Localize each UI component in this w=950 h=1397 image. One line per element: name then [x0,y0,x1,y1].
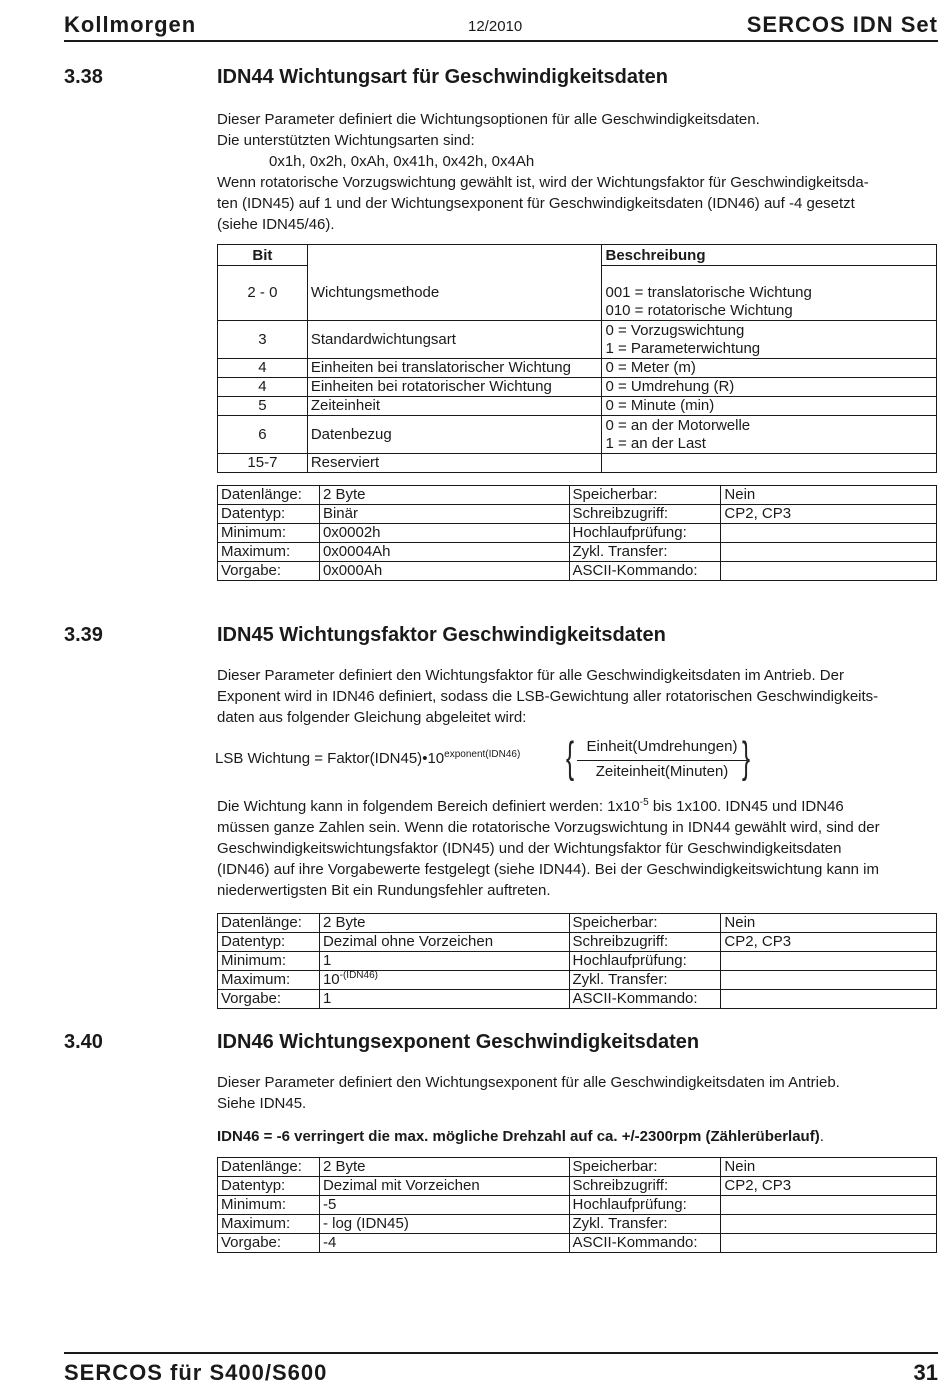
bit-cell: 6 [218,416,308,454]
table-row [218,378,937,397]
paragraph: Exponent wird in IDN46 definiert, sodass die LSB-Gewichtung aller rotatorischen Geschwindigkeits- [217,688,879,705]
property-value: Nein [721,1158,937,1177]
property-value: Dezimal mit Vorzeichen [319,1177,569,1196]
paragraph: Die unterstützten Wichtungsarten sind: [217,132,475,149]
paragraph: daten aus folgender Gleichung abgeleitet wird: [217,709,527,726]
property-value: 0x000Ah [319,562,569,581]
property-label: ASCII-Kommando: [569,990,721,1009]
property-label: Datentyp: [218,1177,320,1196]
desc-line: 1 = Parameterwichtung [605,340,761,357]
property-value: 0x0004Ah [319,543,569,562]
property-label: Minimum: [218,952,320,971]
paragraph: müssen ganze Zahlen sein. Wenn die rotatorische Vorzugswichtung in IDN44 gewählt wird, sind der [217,819,880,836]
name-cell: Einheiten bei translatorischer Wichtung [307,359,602,378]
paragraph: Dieser Parameter definiert den Wichtungsexponent für alle Geschwindigkeitsdaten im Antrieb. [217,1074,840,1091]
property-value: CP2, CP3 [721,933,937,952]
property-label: Minimum: [218,524,320,543]
property-value: CP2, CP3 [721,505,937,524]
section-body [217,796,939,901]
page-header [64,10,938,42]
table-row [218,486,937,505]
table-row [218,321,937,359]
header-date: 12/2010 [468,18,523,35]
max-exponent: -(IDN46) [339,970,378,981]
property-value [721,971,937,990]
column-header: Beschreibung [602,245,937,266]
text-run: bis 1x100. IDN45 und IDN46 [648,798,844,815]
table-row [218,266,937,321]
property-value: -5 [319,1196,569,1215]
property-label: Datentyp: [218,505,320,524]
table-row [218,990,937,1009]
property-value [721,1234,937,1253]
desc-line: 0 = an der Motorwelle [605,417,751,434]
property-value: 1 [319,990,569,1009]
section-number: 3.39 [64,624,103,646]
paragraph: ten (IDN45) auf 1 und der Wichtungsexponent für Geschwindigkeitsdaten (IDN46) auf -4 gesetzt [217,195,855,212]
max-base: 10 [322,971,340,988]
section-body [217,1072,939,1114]
property-label: Maximum: [218,971,320,990]
desc-cell: 0 = Meter (m) [602,359,937,378]
section-body [217,109,939,235]
property-label: Maximum: [218,543,320,562]
properties-table [217,913,937,1009]
column-header: Bit [218,245,308,266]
property-label: Speicherbar: [569,914,721,933]
property-value: -4 [319,1234,569,1253]
desc-line: 001 = translatorische Wichtung [605,284,812,301]
property-value: Nein [721,486,937,505]
desc-cell: 0 = Umdrehung (R) [602,378,937,397]
paragraph: Siehe IDN45. [217,1095,307,1112]
desc-cell [602,321,937,359]
property-value [319,971,569,990]
name-cell: Standardwichtungsart [307,321,602,359]
property-value: 1 [319,952,569,971]
properties-table [217,1157,937,1253]
desc-line: 0 = Vorzugswichtung [605,322,745,339]
paragraph [217,796,939,817]
property-value: - log (IDN45) [319,1215,569,1234]
property-value [721,1196,937,1215]
formula-denominator: Zeiteinheit(Minuten) [595,763,729,780]
property-label: ASCII-Kommando: [569,1234,721,1253]
formula-factor: Faktor(IDN45) [327,750,423,767]
property-value: 2 Byte [319,914,569,933]
desc-cell [602,454,937,473]
table-row [218,416,937,454]
page-number: 31 [913,1360,938,1385]
formula-equals: = [314,750,323,767]
property-label: Hochlaufprüfung: [569,524,721,543]
property-label: Datenlänge: [218,914,320,933]
section-number: 3.38 [64,66,103,88]
property-label: Vorgabe: [218,562,320,581]
property-label: Speicherbar: [569,486,721,505]
table-row [218,971,937,990]
property-label: Zykl. Transfer: [569,543,721,562]
property-value [721,524,937,543]
property-value: Nein [721,914,937,933]
section-title: IDN45 Wichtungsfaktor Geschwindigkeitsdaten [217,624,666,646]
table-row [218,952,937,971]
property-label: Vorgabe: [218,1234,320,1253]
formula [215,733,775,786]
desc-line: 010 = rotatorische Wichtung [605,302,793,319]
property-value: 2 Byte [319,486,569,505]
formula-dot: • [422,750,428,767]
formula-base: 10 [427,750,445,767]
section-body [217,665,939,728]
footer-document: SERCOS für S400/S600 [64,1360,328,1385]
bit-cell: 5 [218,397,308,416]
bit-cell: 15-7 [218,454,308,473]
property-value [721,562,937,581]
paragraph: (IDN46) auf ihre Vorgabewerte festgelegt (siehe IDN44). Bei der Geschwindigkeitswichtung kann im [217,861,879,878]
warning-note [217,1126,939,1147]
page-footer [64,1352,938,1394]
table-row [218,1158,937,1177]
name-cell: Reserviert [307,454,602,473]
desc-cell: 0 = Minute (min) [602,397,937,416]
property-label: Schreibzugriff: [569,1177,721,1196]
bit-cell: 4 [218,359,308,378]
property-value: Binär [319,505,569,524]
desc-cell [602,416,937,454]
property-label: Hochlaufprüfung: [569,952,721,971]
section-title: IDN46 Wichtungsexponent Geschwindigkeitsdaten [217,1031,700,1053]
property-value [721,952,937,971]
property-value: CP2, CP3 [721,1177,937,1196]
formula-exponent: exponent(IDN46) [444,749,521,760]
paragraph: (siehe IDN45/46). [217,216,335,233]
note-end: . [819,1128,824,1145]
table-row [218,1215,937,1234]
section-title: IDN44 Wichtungsart für Geschwindigkeitsdaten [217,66,669,88]
table-row [218,524,937,543]
property-value [721,990,937,1009]
desc-cell [602,266,937,321]
table-row [218,359,937,378]
paragraph: Wenn rotatorische Vorzugswichtung gewählt ist, wird der Wichtungsfaktor für Geschwindigkeitsda- [217,174,869,191]
name-cell: Zeiteinheit [307,397,602,416]
table-row [218,1234,937,1253]
property-label: Datenlänge: [218,486,320,505]
paragraph: 0x1h, 0x2h, 0xAh, 0x41h, 0x42h, 0x4Ah [269,153,535,170]
formula-lhs-label: LSB Wichtung [215,750,311,767]
bit-cell: 4 [218,378,308,397]
bit-cell: 2 - 0 [218,266,308,321]
table-row [218,454,937,473]
document-title: SERCOS IDN Set [746,12,938,37]
property-label: Minimum: [218,1196,320,1215]
property-label: Zykl. Transfer: [569,971,721,990]
superscript: -5 [639,797,649,808]
name-cell: Datenbezug [307,416,602,454]
paragraph: Geschwindigkeitswichtungsfaktor (IDN45) und der Wichtungsfaktor für Geschwindigkeitsdaten [217,840,842,857]
property-value: 0x0002h [319,524,569,543]
brand-name: Kollmorgen [64,12,197,37]
properties-table [217,485,937,581]
property-label: Speicherbar: [569,1158,721,1177]
bit-table [217,244,937,473]
table-row [218,562,937,581]
table-row [218,914,937,933]
property-label: ASCII-Kommando: [569,562,721,581]
paragraph: Dieser Parameter definiert den Wichtungsfaktor für alle Geschwindigkeitsdaten im Antrieb. Der [217,667,844,684]
table-row [218,505,937,524]
name-cell: Einheiten bei rotatorischer Wichtung [307,378,602,397]
table-row [218,933,937,952]
property-label: Schreibzugriff: [569,933,721,952]
property-value: Dezimal ohne Vorzeichen [319,933,569,952]
section-number: 3.40 [64,1031,103,1053]
left-brace-icon: { [566,733,575,782]
paragraph [217,1126,939,1147]
property-label: Vorgabe: [218,990,320,1009]
paragraph: niederwertigsten Bit ein Rundungsfehler auftreten. [217,882,551,899]
property-value: 2 Byte [319,1158,569,1177]
property-label: Maximum: [218,1215,320,1234]
bit-cell: 3 [218,321,308,359]
formula-numerator: Einheit(Umdrehungen) [586,738,738,755]
formula-lhs [215,750,520,767]
table-row [218,543,937,562]
name-cell: Wichtungsmethode [307,266,602,321]
note-text: IDN46 = -6 verringert die max. mögliche Drehzahl auf ca. +/-2300rpm (Zählerüberlauf) [217,1128,820,1145]
table-row [218,397,937,416]
property-label: Datentyp: [218,933,320,952]
paragraph: Dieser Parameter definiert die Wichtungsoptionen für alle Geschwindigkeitsdaten. [217,111,760,128]
table-row [218,1196,937,1215]
property-label: Zykl. Transfer: [569,1215,721,1234]
fraction-bar [577,760,747,761]
property-value [721,1215,937,1234]
table-row [218,1177,937,1196]
property-label: Hochlaufprüfung: [569,1196,721,1215]
text-run: Die Wichtung kann in folgendem Bereich definiert werden: 1x10 [217,798,640,815]
property-label: Datenlänge: [218,1158,320,1177]
property-label: Schreibzugriff: [569,505,721,524]
property-value [721,543,937,562]
desc-line: 1 = an der Last [605,435,706,452]
column-header [307,245,602,266]
table-header-row [218,245,937,266]
right-brace-icon: } [742,733,751,782]
